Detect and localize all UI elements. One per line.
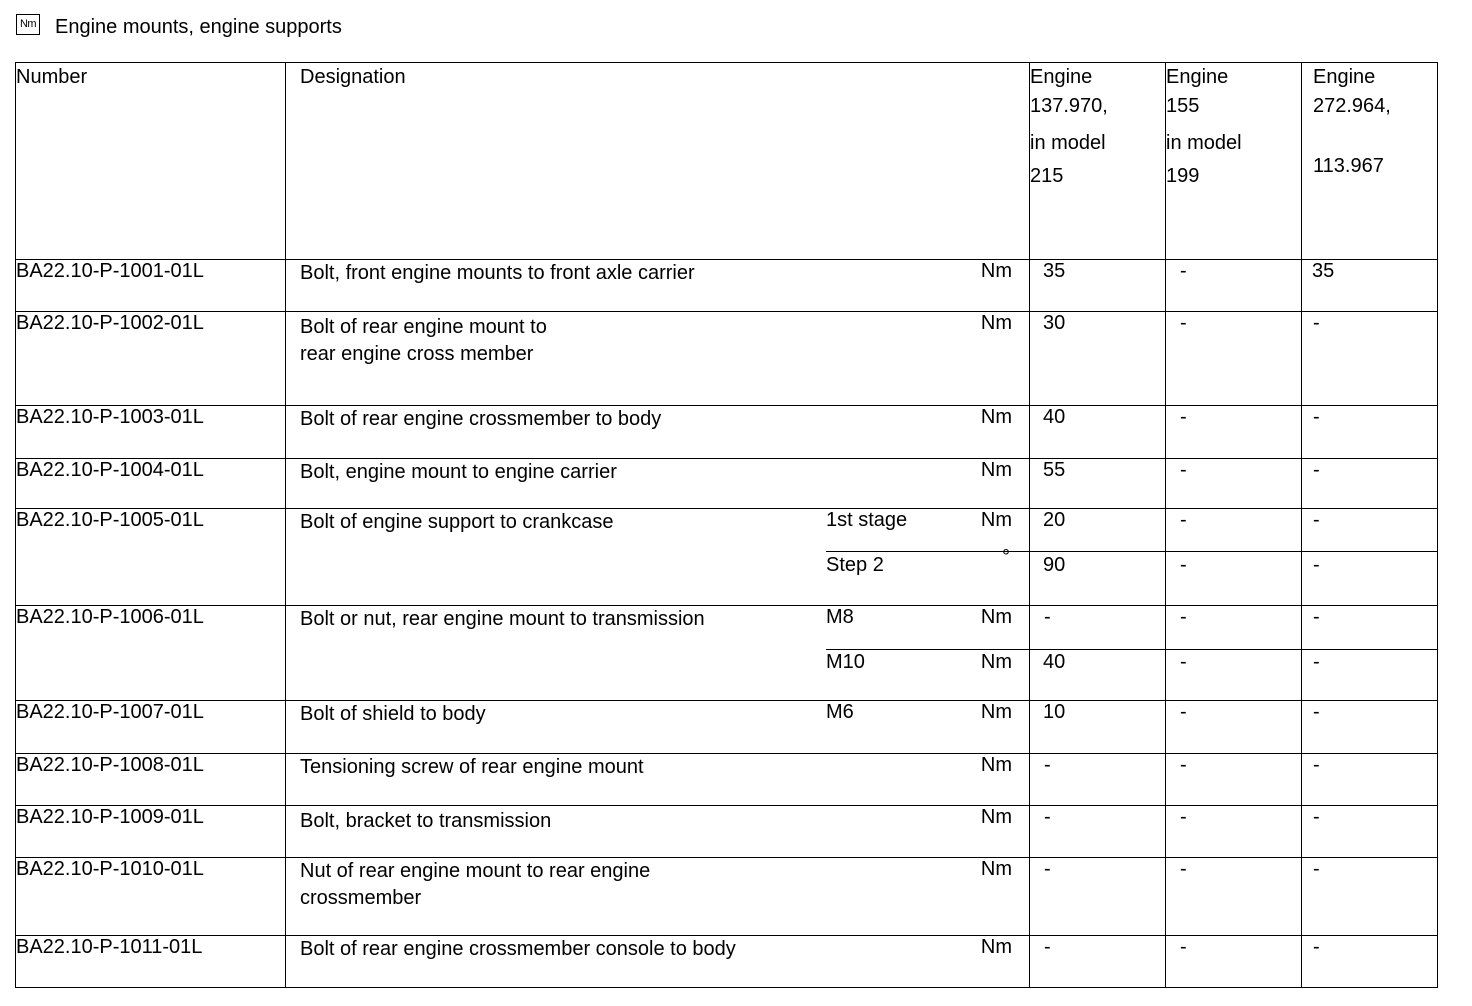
table-row <box>16 754 1438 806</box>
designation-text <box>300 314 547 368</box>
value-cell-engine-2 <box>1166 509 1302 606</box>
designation-text: Bolt, bracket to transmission <box>300 810 552 832</box>
value-engine-1: - <box>1044 606 1051 628</box>
value-engine-3: - <box>1313 459 1320 481</box>
row-number: BA22.10-P-1010-01L <box>16 858 286 936</box>
unit-label: Nm <box>980 701 1012 723</box>
value-engine-2: - <box>1180 406 1187 428</box>
designation-text: Bolt of shield to body <box>300 703 486 725</box>
value-engine-2: - <box>1180 509 1187 531</box>
value-engine-3: - <box>1313 406 1320 428</box>
col-header-engine-3 <box>1302 63 1438 260</box>
engine-2-model-label: in model <box>1166 132 1242 154</box>
value-engine-3: - <box>1313 312 1320 334</box>
sub-label: M8 <box>826 606 854 628</box>
sub-label: Step 2 <box>826 554 884 576</box>
value-engine-2: - <box>1180 754 1187 776</box>
table-header-row <box>16 63 1438 260</box>
table-row <box>16 936 1438 988</box>
value-engine-2: - <box>1180 858 1187 880</box>
unit-label: Nm <box>980 509 1012 531</box>
row-designation <box>286 459 1030 509</box>
unit-label: Nm <box>980 936 1012 958</box>
row-number: BA22.10-P-1004-01L <box>16 459 286 509</box>
sub-row-2 <box>826 649 1030 680</box>
value-engine-1: - <box>1044 806 1051 828</box>
engine-1-model-label: in model <box>1030 132 1106 154</box>
designation-text: Bolt, front engine mounts to front axle carrier <box>300 262 695 284</box>
engine-1-code: 137.970, <box>1030 95 1108 117</box>
unit-label: Nm <box>980 260 1012 282</box>
value-engine-1: - <box>1044 858 1051 880</box>
row-number: BA22.10-P-1005-01L <box>16 509 286 606</box>
value-engine-3: 35 <box>1312 260 1335 282</box>
torque-nm-icon: Nm <box>16 14 40 35</box>
table-row <box>16 701 1438 754</box>
value-engine-2: - <box>1180 459 1187 481</box>
value-engine-2: - <box>1180 651 1187 673</box>
designation-text: Bolt or nut, rear engine mount to transmission <box>300 608 705 630</box>
designation-text <box>300 858 650 912</box>
value-engine-3: - <box>1313 651 1320 673</box>
value-engine-1: - <box>1044 936 1051 958</box>
row-designation <box>286 806 1030 858</box>
value-cell-engine-3 <box>1302 509 1438 606</box>
table-row <box>16 312 1438 406</box>
designation-line-1: Nut of rear engine mount to rear engine <box>300 860 651 882</box>
table-row <box>16 806 1438 858</box>
designation-text: Bolt of engine support to crankcase <box>300 511 614 533</box>
unit-label: Nm <box>980 858 1012 880</box>
value-cell-engine-3 <box>1302 606 1438 701</box>
table-row <box>16 260 1438 312</box>
row-designation <box>286 312 1030 406</box>
value-engine-1: 90 <box>1043 554 1066 576</box>
designation-text: Tensioning screw of rear engine mount <box>300 756 644 778</box>
engine-2-model: 199 <box>1166 165 1200 187</box>
row-designation <box>286 754 1030 806</box>
row-designation <box>286 858 1030 936</box>
value-engine-3: - <box>1313 509 1320 531</box>
row-number: BA22.10-P-1002-01L <box>16 312 286 406</box>
value-engine-3: - <box>1313 806 1320 828</box>
value-engine-1: 55 <box>1043 459 1066 481</box>
value-engine-3: - <box>1313 554 1320 576</box>
col-header-designation: Designation <box>286 63 1030 260</box>
designation-line-2: crossmember <box>300 887 422 909</box>
value-engine-3: - <box>1313 606 1320 628</box>
value-engine-1: 30 <box>1043 312 1066 334</box>
page-header <box>16 12 342 42</box>
row-number: BA22.10-P-1011-01L <box>16 936 286 988</box>
value-engine-3: - <box>1313 754 1320 776</box>
unit-label: ° <box>1002 546 1010 568</box>
value-engine-1: 40 <box>1043 406 1066 428</box>
sub-row-1 <box>826 509 1030 539</box>
engine-3-code-1: 272.964, <box>1313 95 1391 117</box>
designation-text: Bolt of rear engine crossmember console to body <box>300 938 736 960</box>
unit-label: Nm <box>980 406 1012 428</box>
value-cell-engine-2 <box>1166 606 1302 701</box>
value-engine-2: - <box>1180 701 1187 723</box>
engine-2-code: 155 <box>1166 95 1200 117</box>
table-row <box>16 459 1438 509</box>
designation-line-2: rear engine cross member <box>300 343 534 365</box>
value-engine-1: 10 <box>1043 701 1066 723</box>
table-row <box>16 606 1438 701</box>
engine-1-label: Engine <box>1030 66 1093 88</box>
row-number: BA22.10-P-1001-01L <box>16 260 286 312</box>
engine-3-label: Engine <box>1313 66 1376 88</box>
designation-text: Bolt, engine mount to engine carrier <box>300 461 617 483</box>
value-engine-1: 20 <box>1043 509 1066 531</box>
row-number: BA22.10-P-1007-01L <box>16 701 286 754</box>
table-row <box>16 406 1438 459</box>
value-engine-1: 35 <box>1043 260 1066 282</box>
row-number: BA22.10-P-1008-01L <box>16 754 286 806</box>
col-header-engine-1 <box>1030 63 1166 260</box>
row-designation <box>286 509 1030 606</box>
engine-2-label: Engine <box>1166 66 1229 88</box>
value-engine-1: - <box>1044 754 1051 776</box>
unit-label: Nm <box>980 806 1012 828</box>
unit-label: Nm <box>980 312 1012 334</box>
sub-label: M10 <box>826 651 865 673</box>
value-engine-2: - <box>1180 606 1187 628</box>
designation-line-1: Bolt of rear engine mount to <box>300 316 547 338</box>
col-header-number: Number <box>16 63 286 260</box>
designation-text: Bolt of rear engine crossmember to body <box>300 408 662 430</box>
value-engine-3: - <box>1313 936 1320 958</box>
row-designation <box>286 701 1030 754</box>
value-engine-2: - <box>1180 260 1187 282</box>
row-number: BA22.10-P-1009-01L <box>16 806 286 858</box>
row-number: BA22.10-P-1006-01L <box>16 606 286 701</box>
engine-1-model: 215 <box>1030 165 1064 187</box>
table-row <box>16 509 1438 606</box>
sub-label: M6 <box>826 701 854 723</box>
table-row <box>16 858 1438 936</box>
unit-label: Nm <box>980 754 1012 776</box>
row-designation <box>286 606 1030 701</box>
row-designation <box>286 936 1030 988</box>
sub-row-1 <box>826 606 1030 636</box>
sub-label: 1st stage <box>826 509 908 531</box>
value-engine-2: - <box>1180 806 1187 828</box>
value-engine-3: - <box>1313 858 1320 880</box>
engine-3-code-2: 113.967 <box>1313 155 1384 177</box>
sub-row-2 <box>826 546 1030 582</box>
page-title: Engine mounts, engine supports <box>55 15 342 38</box>
unit-label: Nm <box>980 606 1012 628</box>
value-engine-2: - <box>1180 312 1187 334</box>
unit-label: Nm <box>980 651 1012 673</box>
value-engine-2: - <box>1180 554 1187 576</box>
row-designation <box>286 406 1030 459</box>
row-designation <box>286 260 1030 312</box>
value-cell-engine-1 <box>1030 606 1166 701</box>
value-engine-3: - <box>1313 701 1320 723</box>
row-number: BA22.10-P-1003-01L <box>16 406 286 459</box>
value-engine-2: - <box>1180 936 1187 958</box>
unit-label: Nm <box>980 459 1012 481</box>
col-header-engine-2 <box>1166 63 1302 260</box>
value-engine-1: 40 <box>1043 651 1066 673</box>
torque-spec-table <box>15 62 1438 988</box>
value-cell-engine-1 <box>1030 509 1166 606</box>
